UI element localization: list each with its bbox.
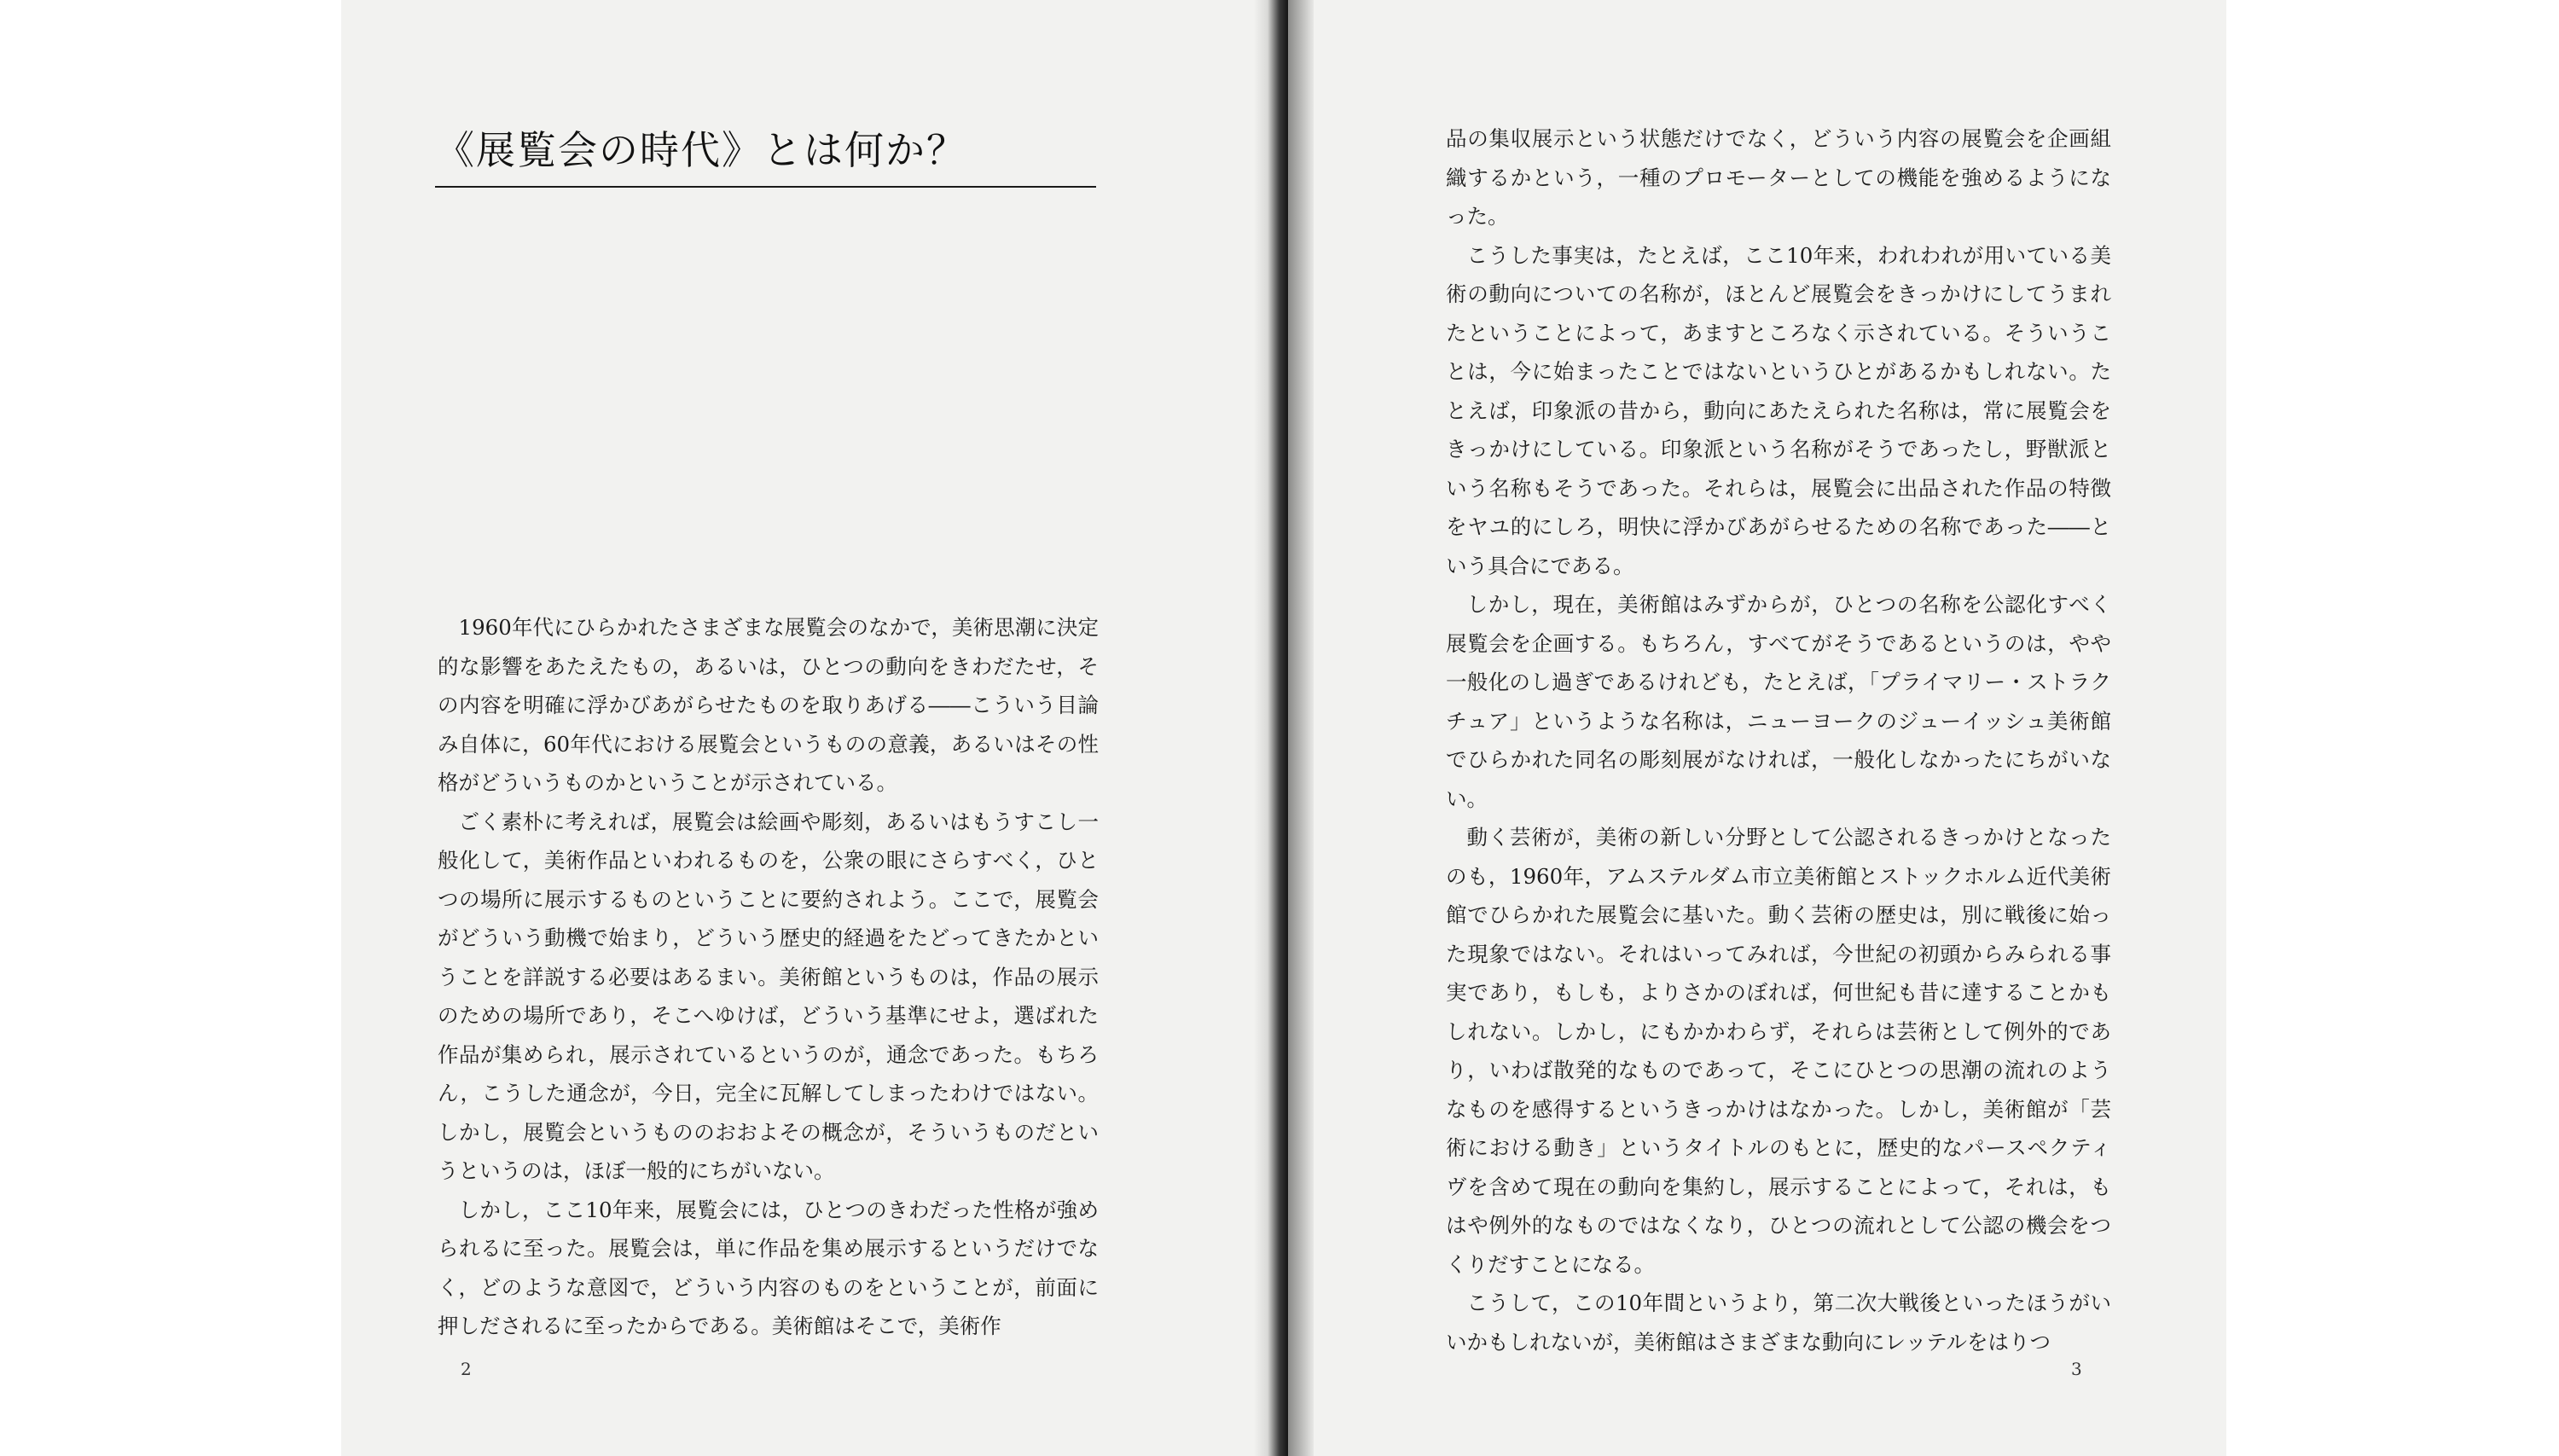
paragraph: しかし，ここ10年来，展覧会には，ひとつのきわだった性格が強められるに至った。展覧会は，単に作品を集め展示するというだけでなく，どのような意図で，どういう内容のものをということが，前面に押しだされるに至ったからである。美術館はそこで，美術作 [438, 1197, 1099, 1338]
page-number-left: 2 [461, 1359, 472, 1379]
paragraph: しかし，現在，美術館はみずからが，ひとつの名称を公認化すべく展覧会を企画する。もちろん，すべてがそうであるというのは，やや一般化のし過ぎであるけれども，たとえば，「プライマリー・ストラクチュア」というような名称は，ニューヨークのジューイッシュ美術館でひらかれた同名の彫刻展がなければ，一般化しなかったにちがいない。 [1446, 592, 2111, 811]
page-number-right: 3 [2071, 1359, 2082, 1379]
paragraph: 品の集収展示という状態だけでなく，どういう内容の展覧会を企画組織するかという，一種のプロモーターとしての機能を強めるようになった。 [1446, 126, 2111, 229]
right-page-body [1446, 119, 2111, 1361]
chapter-title: 《展覧会の時代》とは何か？ [435, 127, 967, 173]
title-underline [435, 186, 1096, 188]
gutter-shadow [1288, 0, 1314, 1456]
paragraph: こうして，この10年間というより，第二次大戦後といったほうがいいかもしれないが，美術館はさまざまな動向にレッテルをはりつ [1446, 1291, 2111, 1354]
paragraph: 動く芸術が，美術の新しい分野として公認されるきっかけとなったのも，1960年，アムステルダム市立美術館とストックホルム近代美術館でひらかれた展覧会に基いた。動く芸術の歴史は，別に戦後に始った現象ではない。それはいってみれば，今世紀の初頭からみられる事実であり，もしも，よりさかのぼれば，何世紀も昔に達することかもしれない。しかし，にもかかわらず，それらは芸術として例外的であり，いわば散発的なものであって，そこにひとつの思潮の流れのようなものを感得するというきっかけはなかった。しかし，美術館が「芸術における動き」というタイトルのもとに，歴史的なパースペクティヴを含めて現在の動向を集約し，展示することによって，それは，もはや例外的なものではなくなり，ひとつの流れとして公認の機会をつくりだすことになる。 [1446, 825, 2111, 1277]
paragraph: ごく素朴に考えれば，展覧会は絵画や彫刻，あるいはもうすこし一般化して，美術作品といわれるものを，公衆の眼にさらすべく，ひとつの場所に展示するものということに要約されよう。ここで，展覧会がどういう動機で始まり，どういう歴史的経過をたどってきたかということを詳説する必要はあるまい。美術館というものは，作品の展示のための場所であり，そこへゆけば，どういう基準にせよ，選ばれた作品が集められ，展示されているというのが，通念であった。もちろん，こうした通念が，今日，完全に瓦解してしまったわけではない。しかし，展覧会というもののおおよその概念が，そういうものだというというのは，ほぼ一般的にちがいない。 [438, 809, 1099, 1183]
left-page-body [438, 608, 1099, 1346]
paragraph: 1960年代にひらかれたさまざまな展覧会のなかで，美術思潮に決定的な影響をあたえたもの，あるいは，ひとつの動向をきわだたせ，その内容を明確に浮かびあがらせたものを取りあげる――こういう目論み自体に，60年代における展覧会というものの意義，あるいはその性格がどういうものかということが示されている。 [438, 615, 1099, 795]
paragraph: こうした事実は，たとえば，ここ10年来，われわれが用いている美術の動向についての名称が，ほとんど展覧会をきっかけにしてうまれたということによって，あますところなく示されている。そういうことは，今に始まったことではないというひとがあるかもしれない。たとえば，印象派の昔から，動向にあたえられた名称は，常に展覧会をきっかけにしている。印象派という名称がそうであったし，野獣派という名称もそうであった。それらは，展覧会に出品された作品の特徴をヤユ的にしろ，明快に浮かびあがらせるための名称であった――という具合にである。 [1446, 242, 2111, 578]
book-gutter [1254, 0, 1288, 1456]
